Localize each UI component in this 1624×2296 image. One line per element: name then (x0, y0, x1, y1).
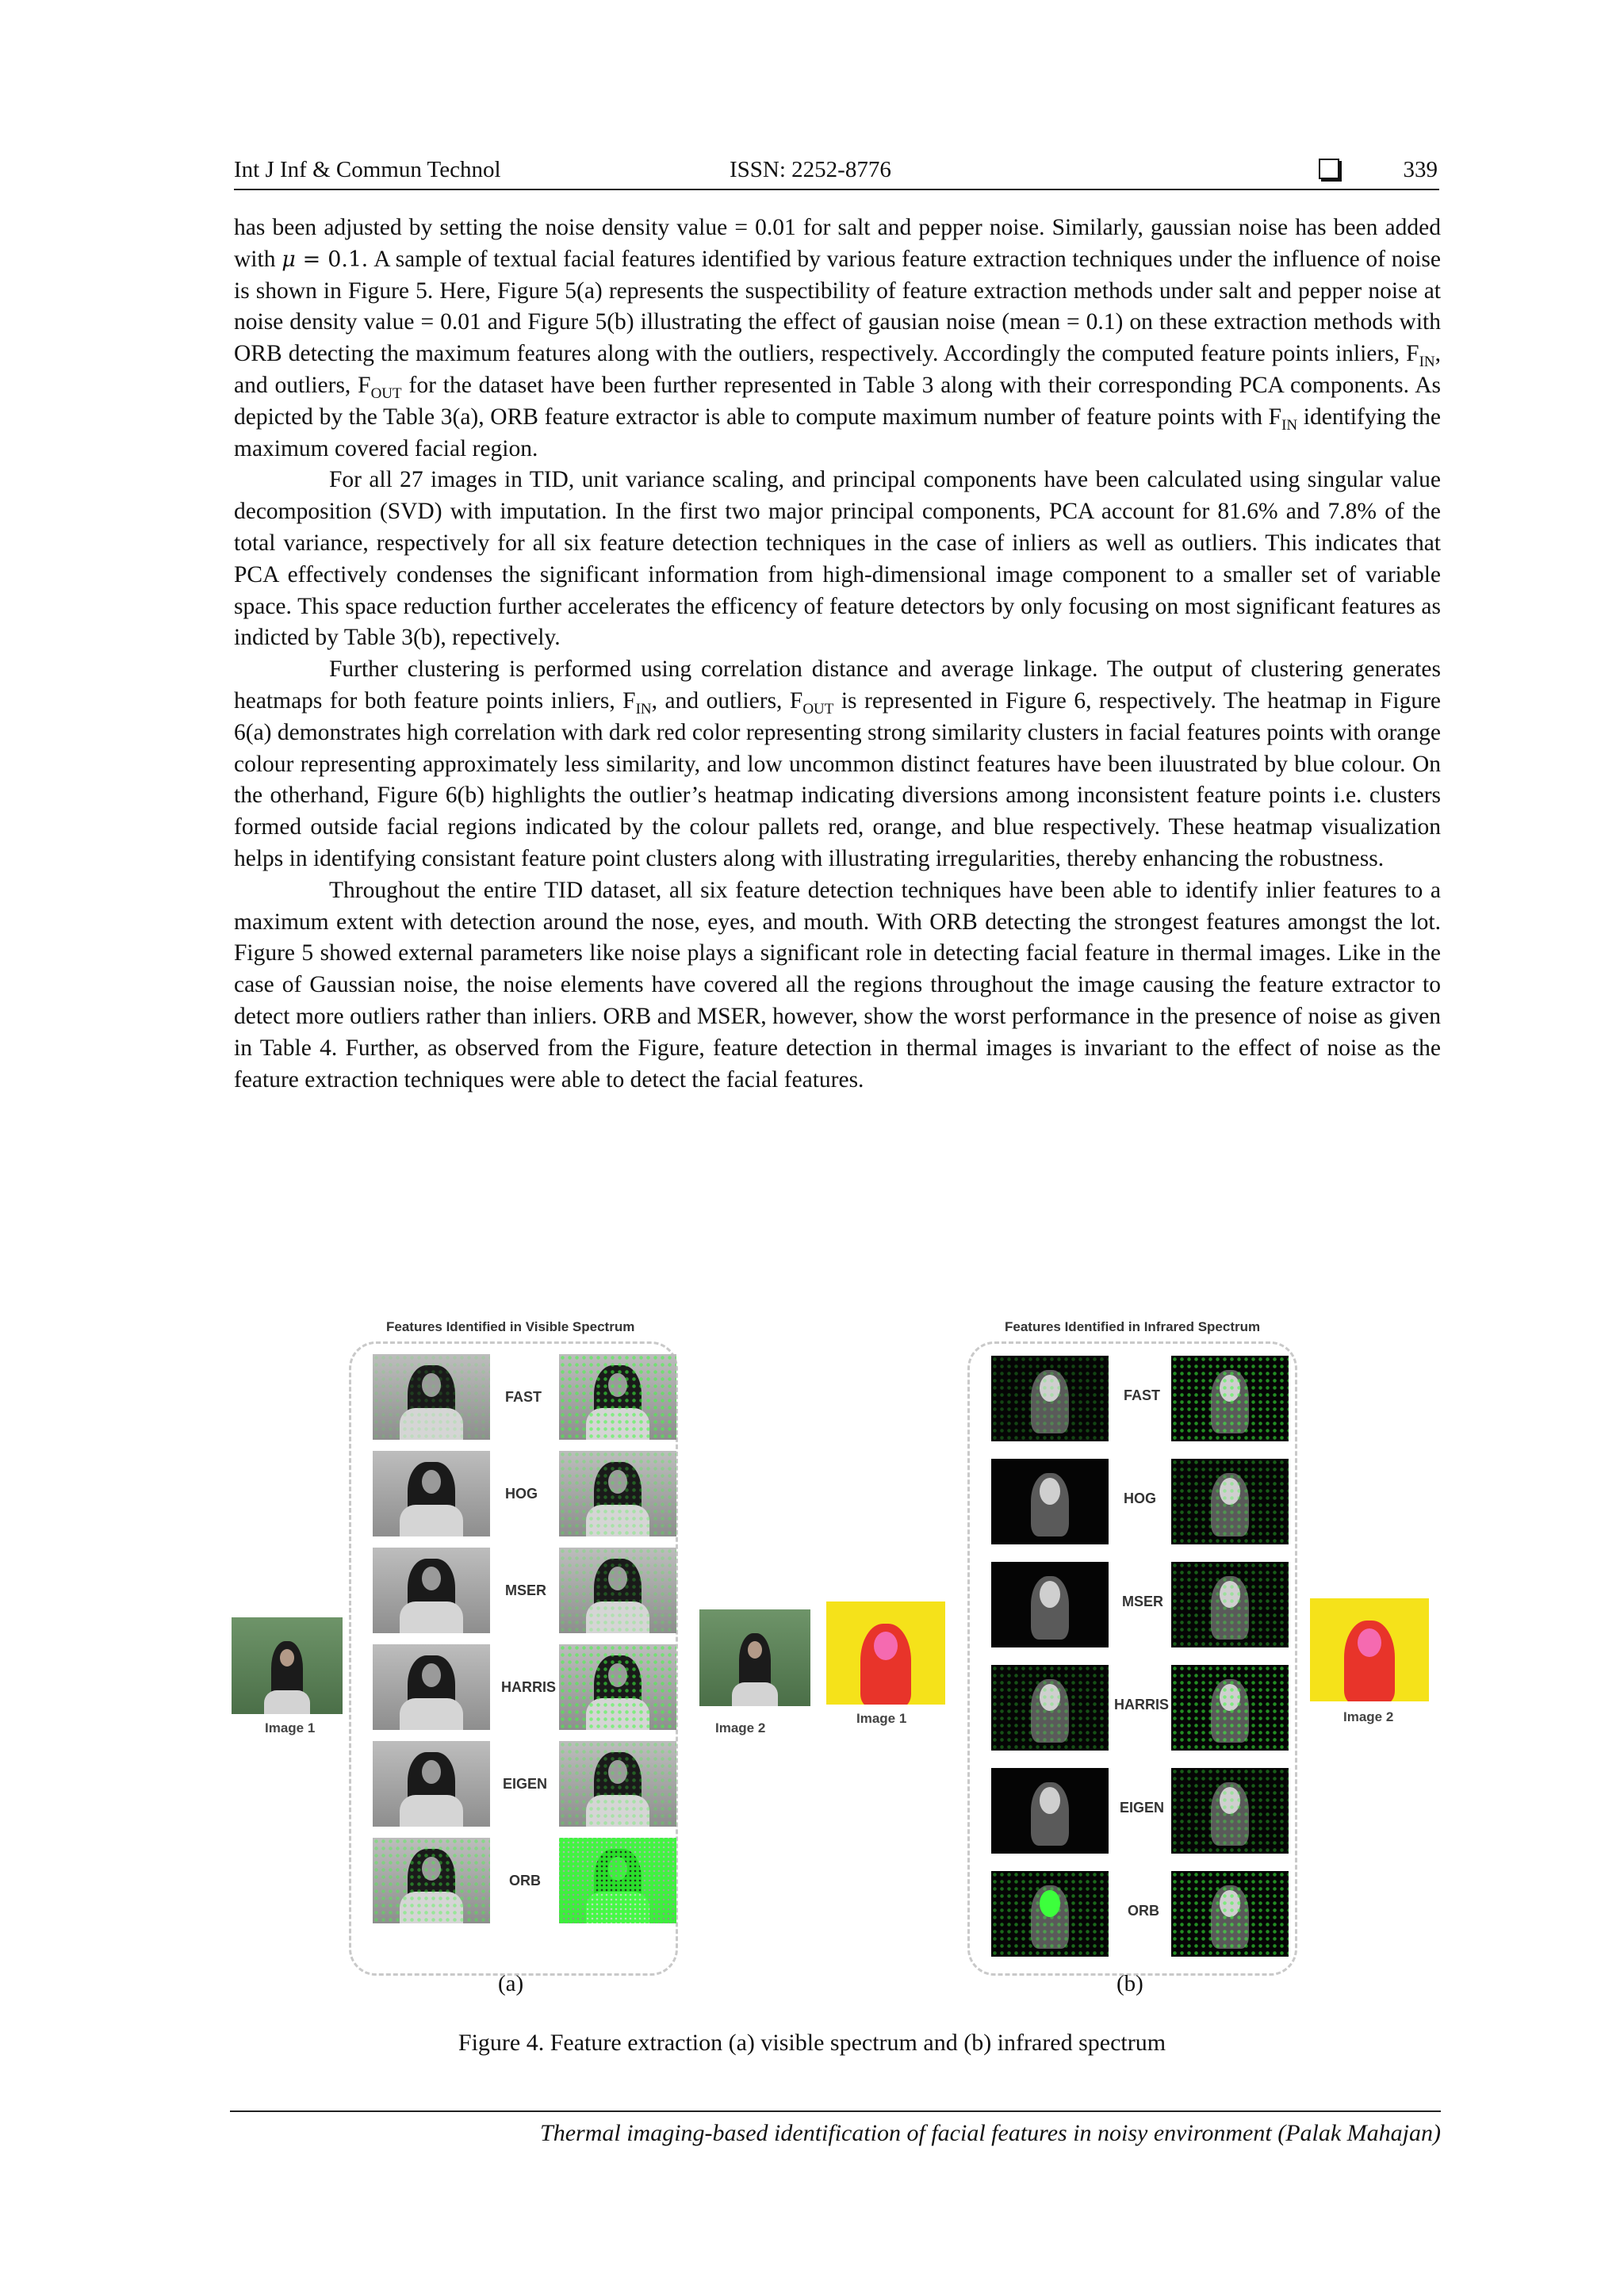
ir-method-label-hog: HOG (1124, 1490, 1157, 1506)
method-label-hog: HOG (505, 1486, 538, 1502)
p1-sub-out: OUT (370, 385, 402, 402)
p3-text-b: , and outliers, F (651, 687, 803, 714)
infrared-image-2-label: Image 2 (1343, 1709, 1394, 1724)
infrared-features-mser (1171, 1562, 1289, 1647)
body-text (234, 212, 1441, 1096)
visible-features-eigen (559, 1741, 676, 1827)
ir-method-label-mser: MSER (1122, 1594, 1164, 1609)
p1-text-a: has been adjusted by setting the noise density value = 0.01 for salt and pepper noise. Similarly, gaussian noise has been added with (234, 215, 1441, 272)
page-footer (230, 2110, 1441, 2147)
visible-original-mser (373, 1548, 490, 1633)
visible-image-1 (232, 1617, 343, 1714)
page-number: 339 (1403, 157, 1438, 182)
visible-features-orb (559, 1838, 676, 1923)
p1-equation: = 0.1 (295, 247, 362, 272)
method-label-mser: MSER (505, 1582, 547, 1598)
infrared-features-harris (1171, 1665, 1289, 1751)
infrared-image-1-label: Image 1 (856, 1711, 907, 1726)
figure-4 (232, 1300, 1453, 1998)
p1-sub-in: IN (1419, 354, 1435, 371)
visible-original-orb (373, 1838, 490, 1923)
paragraph-3 (234, 654, 1441, 875)
p1-sub-in-2: IN (1281, 416, 1298, 434)
visible-original-eigen (373, 1741, 490, 1827)
journal-name: Int J Inf & Commun Technol (234, 157, 501, 182)
visible-features-harris (559, 1644, 676, 1730)
ir-method-label-orb: ORB (1128, 1903, 1159, 1919)
running-title: Thermal imaging-based identification of facial features in noisy environment (Palak Mahajan) (540, 2120, 1441, 2146)
issn: ISSN: 2252-8776 (730, 157, 891, 182)
paragraph-1 (234, 212, 1441, 465)
p1-text-b: . A sample of textual facial features identified by various feature extraction techniques under the influence of noise is shown in Figure 5. Here, Figure 5(a) represents the suspectibility of feature extraction methods under salt and pepper noise at noise density value = 0.01 and Figure 5(b) illustrating the effect of gausian noise (mean = 0.1) on these extraction methods with ORB detecting the maximum features along with the outliers, respectively. Accordingly the computed feature points inliers, F (234, 246, 1442, 367)
visible-image-2-label: Image 2 (715, 1720, 766, 1735)
paragraph-4: Throughout the entire TID dataset, all six feature detection techniques have been able to identify inlier features to a maximum extent with detection around the nose, eyes, and mouth. With ORB detecting the strongest features amongst the lot. Figure 5 showed external parameters like noise plays a significant role in detecting facial feature in thermal images. Like in the case of Gaussian noise, the noise elements have covered all the regions throughout the image causing the feature extractor to detect more outliers rather than inliers. ORB and MSER, however, show the worst performance in the presence of noise as given in Table 4. Further, as observed from the Figure, feature detection in thermal images is invariant to the effect of noise as the feature extraction techniques were able to detect the facial features. (234, 877, 1441, 1093)
infrared-original-mser (991, 1562, 1109, 1647)
subfigure-b-label: (b) (1116, 1971, 1143, 1996)
method-label-eigen: EIGEN (503, 1776, 548, 1792)
infrared-original-hog (991, 1459, 1109, 1544)
visible-original-hog (373, 1451, 490, 1536)
method-label-fast: FAST (505, 1389, 542, 1405)
visible-features-mser (559, 1548, 676, 1633)
infrared-image-2 (1310, 1598, 1429, 1701)
p1-text-c: , and outliers, F (234, 341, 1441, 398)
ir-method-label-fast: FAST (1124, 1387, 1161, 1403)
panel-b-title: Features Identified in Infrared Spectrum (1005, 1319, 1261, 1334)
subfigure-a-label: (a) (498, 1971, 524, 1996)
checkbox-square-icon (1319, 159, 1339, 179)
infrared-original-eigen (991, 1768, 1109, 1854)
visible-features-fast (559, 1354, 676, 1440)
paragraph-2: For all 27 images in TID, unit variance scaling, and principal components have been calculated using singular value decomposition (SVD) with imputation. In the first two major principal components, PCA account for 81.6% and 7.8% of the total variance, respectively for all six feature detection techniques in the case of inliers as well as outliers. This indicates that PCA effectively condenses the significant information from high-dimensional image component to a smaller set of variable space. This space reduction further accelerates the efficency of feature detectors by only focusing on most significant features as indicted by Table 3(b), repectively. (234, 467, 1441, 651)
p1-text-d: for the dataset have been further represented in Table 3 along with their corresponding PCA components. As depicted by the Table 3(a), ORB feature extractor is able to compute maximum number of feature points with F (234, 372, 1441, 430)
mu-symbol: μ (282, 247, 296, 272)
page-header (234, 155, 1439, 190)
method-label-orb: ORB (509, 1873, 541, 1888)
visible-original-fast (373, 1354, 490, 1440)
visible-features-hog (559, 1451, 676, 1536)
p3-text-c: is represented in Figure 6, respectively. The heatmap in Figure 6(a) demonstrates high correlation with dark red color representing strong similarity clusters in facial features points with orange colour representing approximately less similarity, and low uncommon distinct features have been iluustrated by blue colour. On the otherhand, Figure 6(b) highlights the outlier’s heatmap indicating diversions among inconsistent feature points i.e. clusters formed outside facial regions indicated by the colour pallets red, orange, and blue respectively. These heatmap visualization helps in identifying consistant feature point clusters along with illustrating irregularities, thereby enhancing the robustness. (234, 687, 1441, 871)
infrared-original-harris (991, 1665, 1109, 1751)
visible-image-2 (699, 1609, 810, 1706)
panel-a-title: Features Identified in Visible Spectrum (386, 1319, 635, 1334)
p3-sub-out: OUT (802, 700, 834, 718)
infrared-original-fast (991, 1356, 1109, 1441)
infrared-original-orb (991, 1871, 1109, 1957)
infrared-image-1 (826, 1601, 945, 1705)
p3-text-a: Further clustering is performed using correlation distance and average linkage. The output of clustering generates heatmaps for both feature points inliers, F (234, 656, 1441, 714)
infrared-features-hog (1171, 1459, 1289, 1544)
ir-method-label-harris: HARRIS (1114, 1697, 1170, 1712)
p1-text-e: identifying the maximum covered facial region. (234, 404, 1441, 461)
infrared-features-fast (1171, 1356, 1289, 1441)
infrared-features-eigen (1171, 1768, 1289, 1854)
visible-original-harris (373, 1644, 490, 1730)
ir-method-label-eigen: EIGEN (1120, 1800, 1165, 1816)
method-label-harris: HARRIS (501, 1679, 557, 1695)
visible-image-1-label: Image 1 (265, 1720, 316, 1735)
p3-sub-in: IN (635, 700, 652, 718)
infrared-features-orb (1171, 1871, 1289, 1957)
figure-caption: Figure 4. Feature extraction (a) visible spectrum and (b) infrared spectrum (458, 2030, 1166, 2056)
